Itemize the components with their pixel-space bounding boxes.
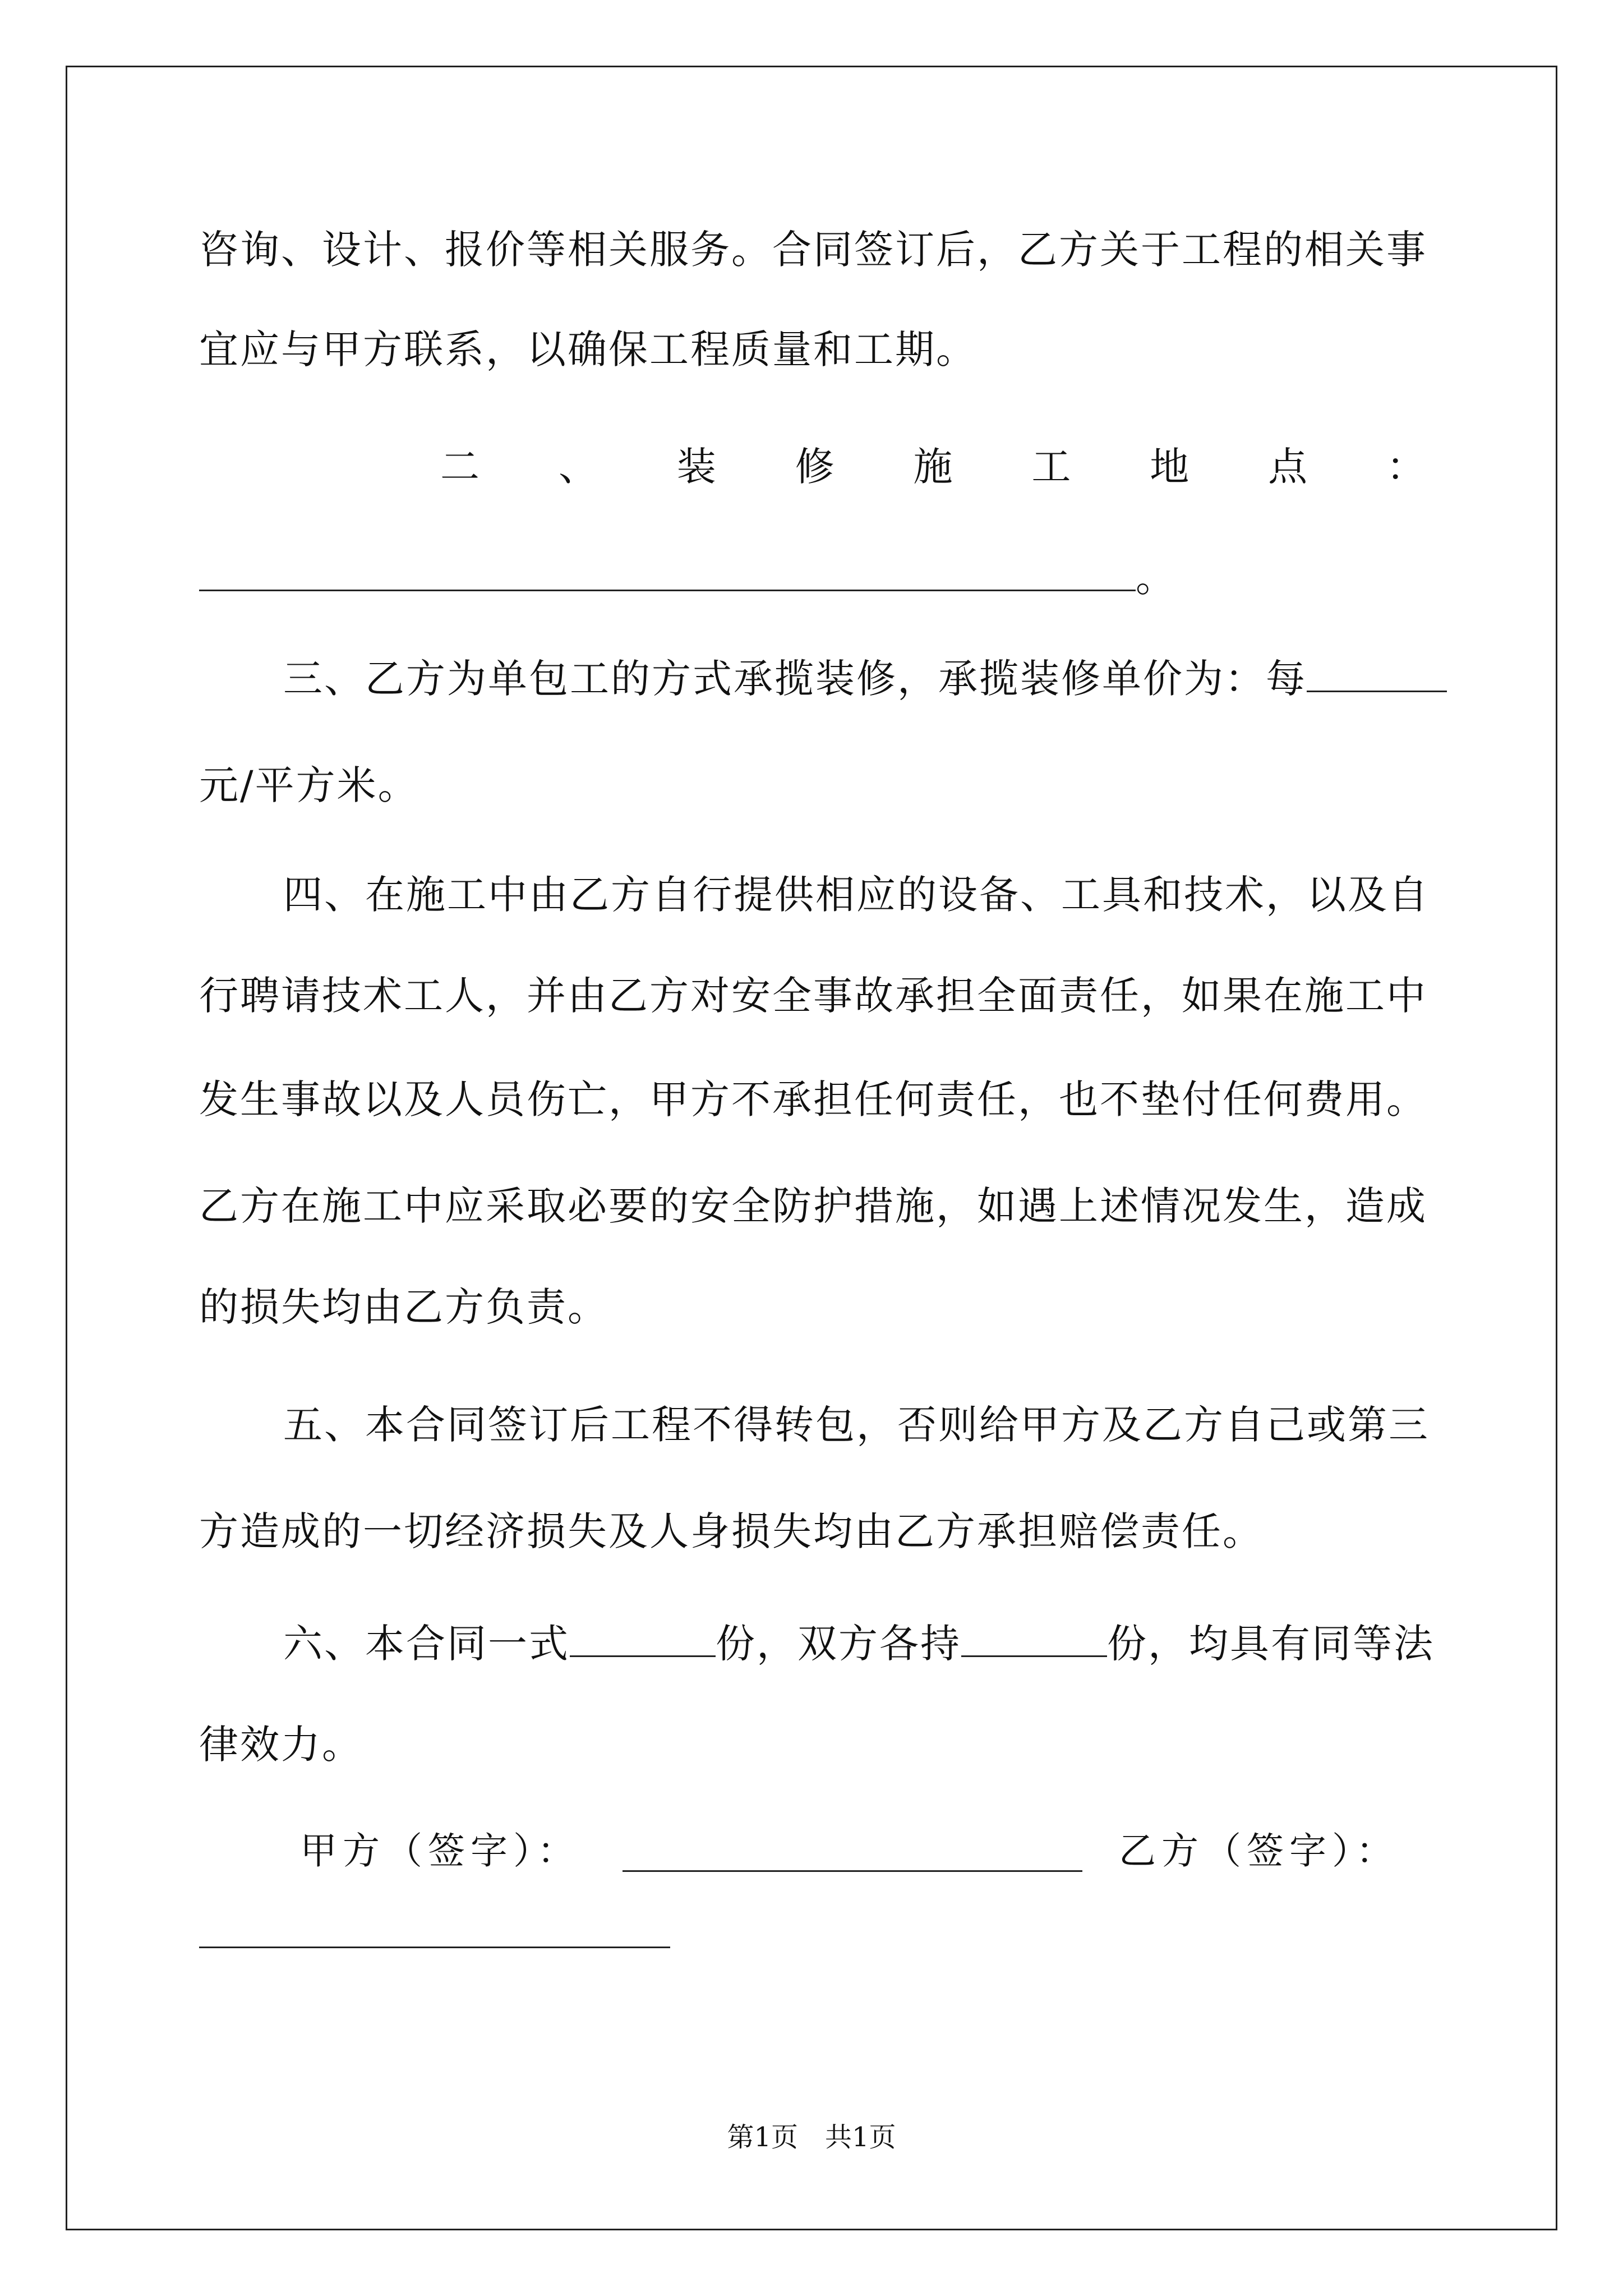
location-blank [199,539,1136,591]
party-b-signature-label: 乙方（签字）： [1119,1829,1399,1872]
s2-char-4: 修 [795,444,836,490]
party-a-signature-label: 甲方（签字）： [300,1829,580,1872]
s2-char-5: 施 [913,444,955,490]
s2-char-6: 工 [1031,444,1073,490]
section-4-line-1: 四、在施工中由乙方自行提供相应的设备、工具和技术，以及自 [283,872,1430,918]
section-4-line-5: 的损失均由乙方负责。 [199,1284,608,1330]
copies-each-blank [961,1605,1107,1657]
signature-row [199,1812,1427,1890]
section-4-line-2: 行聘请技术工人，并由乙方对安全事故承担全面责任，如果在施工中 [199,973,1427,1019]
copies-total-blank [570,1605,716,1657]
s2-char-9: ： [1386,444,1427,490]
s2-char-3: 装 [676,444,718,490]
party-b-signature-line [199,1930,670,1948]
party-a-signature-line [623,1834,1082,1872]
s2-char-7: 地 [1150,444,1191,490]
section-4-line-4: 乙方在施工中应采取必要的安全防护措施，如遇上述情况发生，造成 [199,1183,1427,1229]
unit-price-blank [1307,640,1447,692]
paragraph-1-line-1: 咨询、设计、报价等相关服务。合同签订后，乙方关于工程的相关事 [199,227,1427,273]
s2-char-2: 、 [558,444,600,490]
paragraph-1-line-2: 宜应与甲方联系，以确保工程质量和工期。 [199,326,977,372]
s2-char-1: 二 [440,444,481,490]
page-footer: 第1页 共1页 [727,2122,896,2153]
section-5-line-1: 五、本合同签订后工程不得转包，否则给甲方及乙方自己或第三 [283,1402,1430,1448]
section-4-line-3: 发生事故以及人员伤亡，甲方不承担任何责任，也不垫付任何费用。 [199,1076,1427,1122]
s2-char-8: 点 [1268,444,1310,490]
section-5-line-2: 方造成的一切经济损失及人身损失均由乙方承担赔偿责任。 [199,1508,1264,1554]
section-3-line-1: 三、乙方为单包工的方式承揽装修，承揽装修单价为：每 [199,639,1511,718]
section-3-line-2: 元/平方米。 [199,762,419,808]
section-6-line-2: 律效力。 [199,1722,363,1768]
section-6-line-1: 六、本合同一式 份，双方各持 份，均具有同等法 [199,1604,1511,1683]
section-2-heading [199,427,1427,506]
section-2-blank-line: 。 [199,539,1427,617]
page-border [66,66,1557,2230]
